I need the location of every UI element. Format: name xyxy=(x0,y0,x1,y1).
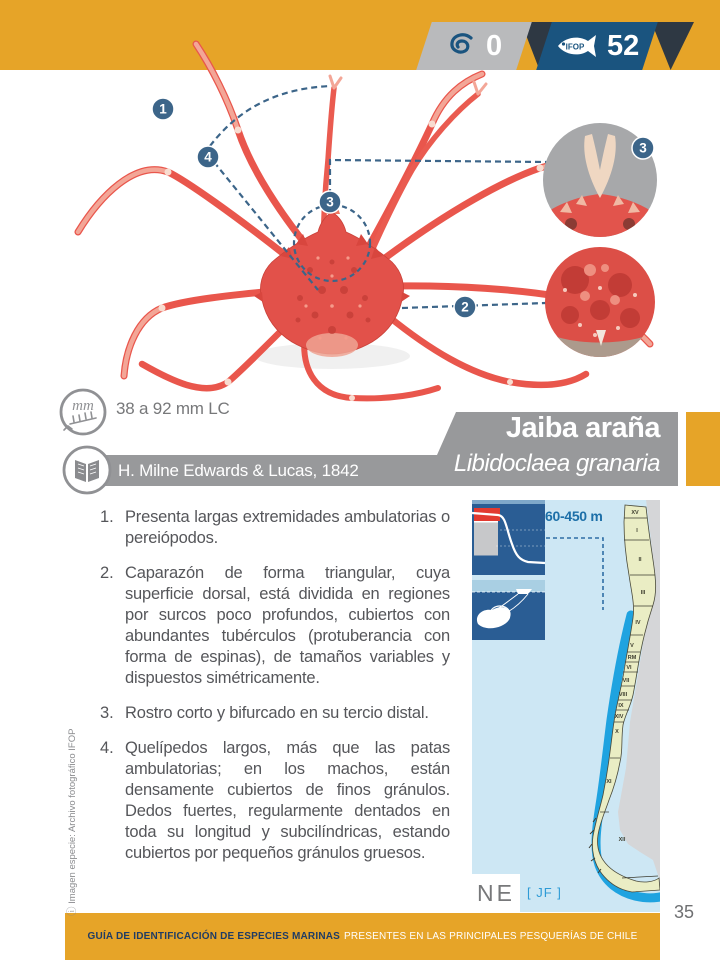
sernapesca-logo-icon xyxy=(446,30,478,62)
carapace-detail-photo xyxy=(545,247,655,357)
species-authority: H. Milne Edwards & Lucas, 1842 xyxy=(118,461,359,480)
feature-text: Presenta largas extremidades ambulatorias o pereiópodos. xyxy=(125,508,450,547)
svg-text:XII: XII xyxy=(618,837,626,843)
zone-code: NE xyxy=(477,879,515,906)
species-scientific-name: Libidoclaea granaria xyxy=(453,450,660,477)
ifop-count-badge xyxy=(536,22,658,70)
svg-text:2: 2 xyxy=(461,299,469,315)
feature-number: 1. xyxy=(100,508,114,526)
sernapesca-count: 0 xyxy=(485,29,503,62)
page-number: 35 xyxy=(674,902,695,922)
svg-text:III: III xyxy=(640,590,646,596)
map-author-tag: [ JF ] xyxy=(527,885,562,900)
callout-3-detail xyxy=(632,137,654,159)
footer-title-bold: GUÍA DE IDENTIFICACIÓN DE ESPECIES MARINAS xyxy=(87,931,341,942)
svg-text:XIV: XIV xyxy=(614,714,624,720)
gold-tab xyxy=(686,412,720,486)
svg-text:VIII: VIII xyxy=(618,692,628,698)
ifop-fish-label: IFOP xyxy=(565,42,585,52)
trawl-net-inset xyxy=(472,580,545,640)
svg-text:IV: IV xyxy=(635,620,641,626)
feature-number: 2. xyxy=(100,564,114,582)
feature-list xyxy=(100,507,450,878)
svg-text:II: II xyxy=(638,557,642,563)
callout-2 xyxy=(454,296,476,318)
feature-text: Quelípedos largos, más que las patas ambulatorias; en los machos, están densamente cubiertos de finos gránulos. Dedos fuertes, regularmente dentados en toda su longitud y subcilíndricas, estando cubiertos por pequeños gránulos gruesos. xyxy=(125,739,450,862)
svg-text:4: 4 xyxy=(204,149,212,165)
feature-number: 4. xyxy=(100,739,114,757)
svg-text:V: V xyxy=(630,643,634,649)
svg-text:3: 3 xyxy=(639,140,647,156)
svg-text:mm: mm xyxy=(72,398,94,414)
feature-number: 3. xyxy=(100,704,114,722)
species-common-name: Jaiba araña xyxy=(505,412,660,444)
feature-text: Rostro corto y bifurcado en su tercio distal. xyxy=(125,704,429,722)
callout-4 xyxy=(197,146,219,168)
svg-text:IX: IX xyxy=(618,703,624,709)
sernapesca-count-badge xyxy=(416,22,532,70)
zone-code-box xyxy=(472,874,520,912)
svg-text:XV: XV xyxy=(631,510,639,516)
depth-profile-inset xyxy=(472,500,545,575)
ifop-count: 52 xyxy=(606,29,640,62)
svg-text:RM: RM xyxy=(627,655,637,661)
depth-range-label: 60-450 m xyxy=(545,508,603,524)
svg-text:VII: VII xyxy=(622,678,630,684)
svg-text:VI: VI xyxy=(626,665,632,671)
footer-title-rest: PRESENTES EN LAS PRINCIPALES PESQUERÍAS DE CHILE xyxy=(344,931,638,942)
footer-banner xyxy=(65,913,660,960)
callout-1 xyxy=(152,98,174,120)
svg-text:3: 3 xyxy=(326,194,334,210)
feature-item-2 xyxy=(100,563,450,689)
ifop-fish-icon xyxy=(555,31,599,61)
callout-3 xyxy=(319,191,341,213)
size-range: 38 a 92 mm LC xyxy=(116,399,230,418)
svg-text:I: I xyxy=(636,528,638,534)
feature-item-1 xyxy=(100,507,450,549)
distribution-map xyxy=(472,500,660,912)
svg-text:XI: XI xyxy=(606,779,612,785)
feature-item-4 xyxy=(100,738,450,864)
svg-text:1: 1 xyxy=(159,101,167,117)
feature-text: Caparazón de forma triangular, cuya superficie dorsal, está dividida en regiones por surcos poco profundos, cubiertos con abundantes tubérculos (protuberancia con forma de espinas), de tamaños variables y dispuestos simétricamente. xyxy=(125,564,450,687)
reference-book-icon xyxy=(64,447,110,493)
feature-item-3 xyxy=(100,703,450,724)
svg-text:X: X xyxy=(615,729,619,735)
photo-credit-vertical: ⓘ Imagen especie: Archivo fotográfico IFOP xyxy=(67,728,78,916)
